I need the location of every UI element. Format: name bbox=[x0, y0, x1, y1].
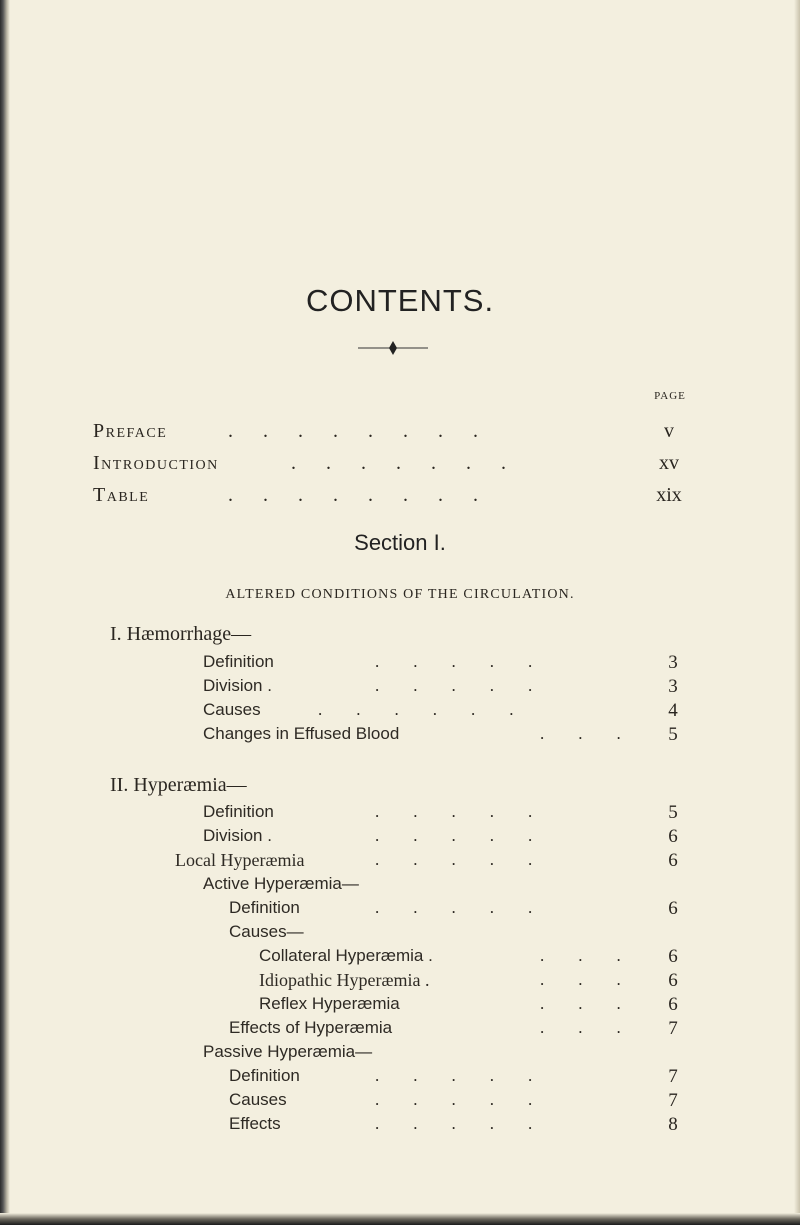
toc-entry-label: Definition bbox=[203, 802, 274, 821]
toc-page-number: 6 bbox=[668, 970, 678, 991]
page-binding-edge bbox=[0, 0, 10, 1225]
leader-dots: . . . . . bbox=[375, 676, 533, 695]
leader-dots: . . . bbox=[540, 724, 621, 743]
toc-page-number: 8 bbox=[668, 1114, 678, 1135]
toc-entry-label: Causes bbox=[203, 700, 261, 719]
toc-entry-label: Division . bbox=[203, 676, 272, 695]
chapter-heading: I. Hæmorrhage— bbox=[110, 623, 252, 645]
toc-entry-label: Causes bbox=[229, 1090, 287, 1109]
toc-page-number: 5 bbox=[668, 802, 678, 823]
toc-row-preface[interactable] bbox=[93, 420, 693, 446]
toc-page-number: 3 bbox=[668, 676, 678, 697]
leader-dots: . . . bbox=[540, 970, 621, 989]
toc-page-number: 6 bbox=[668, 850, 678, 871]
leader-dots: . . . . . bbox=[375, 1066, 533, 1085]
page-title: CONTENTS. bbox=[305, 283, 495, 318]
leader-dots: . . . . . bbox=[375, 1090, 533, 1109]
leader-dots: . . . . . . . . bbox=[228, 484, 478, 506]
toc-entry-label: Collateral Hyperæmia . bbox=[259, 946, 433, 965]
toc-entry-label: Active Hyperæmia— bbox=[203, 874, 359, 893]
leader-dots: . . . bbox=[540, 994, 621, 1013]
toc-row-introduction[interactable] bbox=[93, 452, 693, 478]
toc-entry-label: Definition bbox=[229, 1066, 300, 1085]
toc-label: Table bbox=[93, 484, 150, 506]
section-subtitle: ALTERED CONDITIONS OF THE CIRCULATION. bbox=[225, 587, 575, 602]
page-bottom-edge bbox=[0, 1213, 800, 1225]
toc-label: Introduction bbox=[93, 452, 219, 474]
chapter-heading: II. Hyperæmia— bbox=[110, 774, 247, 796]
toc-entry-label: Passive Hyperæmia— bbox=[203, 1042, 373, 1061]
leader-dots: . . . . . . bbox=[318, 700, 514, 719]
toc-entry-label: Causes— bbox=[229, 922, 304, 941]
toc-entry-label: Definition bbox=[203, 652, 274, 671]
leader-dots: . . . . . . . bbox=[291, 452, 506, 474]
toc-row-table[interactable] bbox=[93, 484, 693, 510]
toc-entry-label: Changes in Effused Blood bbox=[203, 724, 400, 743]
ornament-rule-icon bbox=[358, 341, 428, 355]
toc-page-number: 6 bbox=[668, 946, 678, 967]
leader-dots: . . . bbox=[540, 1018, 621, 1037]
leader-dots: . . . . . bbox=[375, 802, 533, 821]
toc-page-number: xix bbox=[656, 484, 682, 506]
toc-entry-label: Idiopathic Hyperæmia . bbox=[259, 970, 430, 990]
toc-page-number: 7 bbox=[668, 1066, 678, 1087]
toc-entry-label: Division . bbox=[203, 826, 272, 845]
toc-page-number: 3 bbox=[668, 652, 678, 673]
leader-dots: . . . bbox=[540, 946, 621, 965]
page-right-edge bbox=[794, 0, 800, 1225]
toc-entry-label: Effects bbox=[229, 1114, 281, 1133]
toc-page-number: v bbox=[664, 420, 674, 442]
toc-page-number: 7 bbox=[668, 1090, 678, 1111]
toc-entry-label: Definition bbox=[229, 898, 300, 917]
toc-page-number: 5 bbox=[668, 724, 678, 745]
toc-page-number: 7 bbox=[668, 1018, 678, 1039]
leader-dots: . . . . . bbox=[375, 850, 533, 869]
toc-page-number: 6 bbox=[668, 994, 678, 1015]
toc-entry-label: Local Hyperæmia bbox=[175, 850, 305, 870]
leader-dots: . . . . . . . . bbox=[228, 420, 478, 442]
leader-dots: . . . . . bbox=[375, 652, 533, 671]
toc-entry-label: Effects of Hyperæmia bbox=[229, 1018, 393, 1037]
page-column-label: PAGE bbox=[654, 390, 686, 402]
toc-label: Preface bbox=[93, 420, 168, 442]
toc-page-number: xv bbox=[659, 452, 679, 474]
leader-dots: . . . . . bbox=[375, 1114, 533, 1133]
toc-entry-label: Reflex Hyperæmia bbox=[259, 994, 400, 1013]
toc-page-number: 4 bbox=[668, 700, 678, 721]
leader-dots: . . . . . bbox=[375, 898, 533, 917]
leader-dots: . . . . . bbox=[375, 826, 533, 845]
toc-page-number: 6 bbox=[668, 826, 678, 847]
toc-page-number: 6 bbox=[668, 898, 678, 919]
section-title: Section I. bbox=[354, 530, 446, 555]
